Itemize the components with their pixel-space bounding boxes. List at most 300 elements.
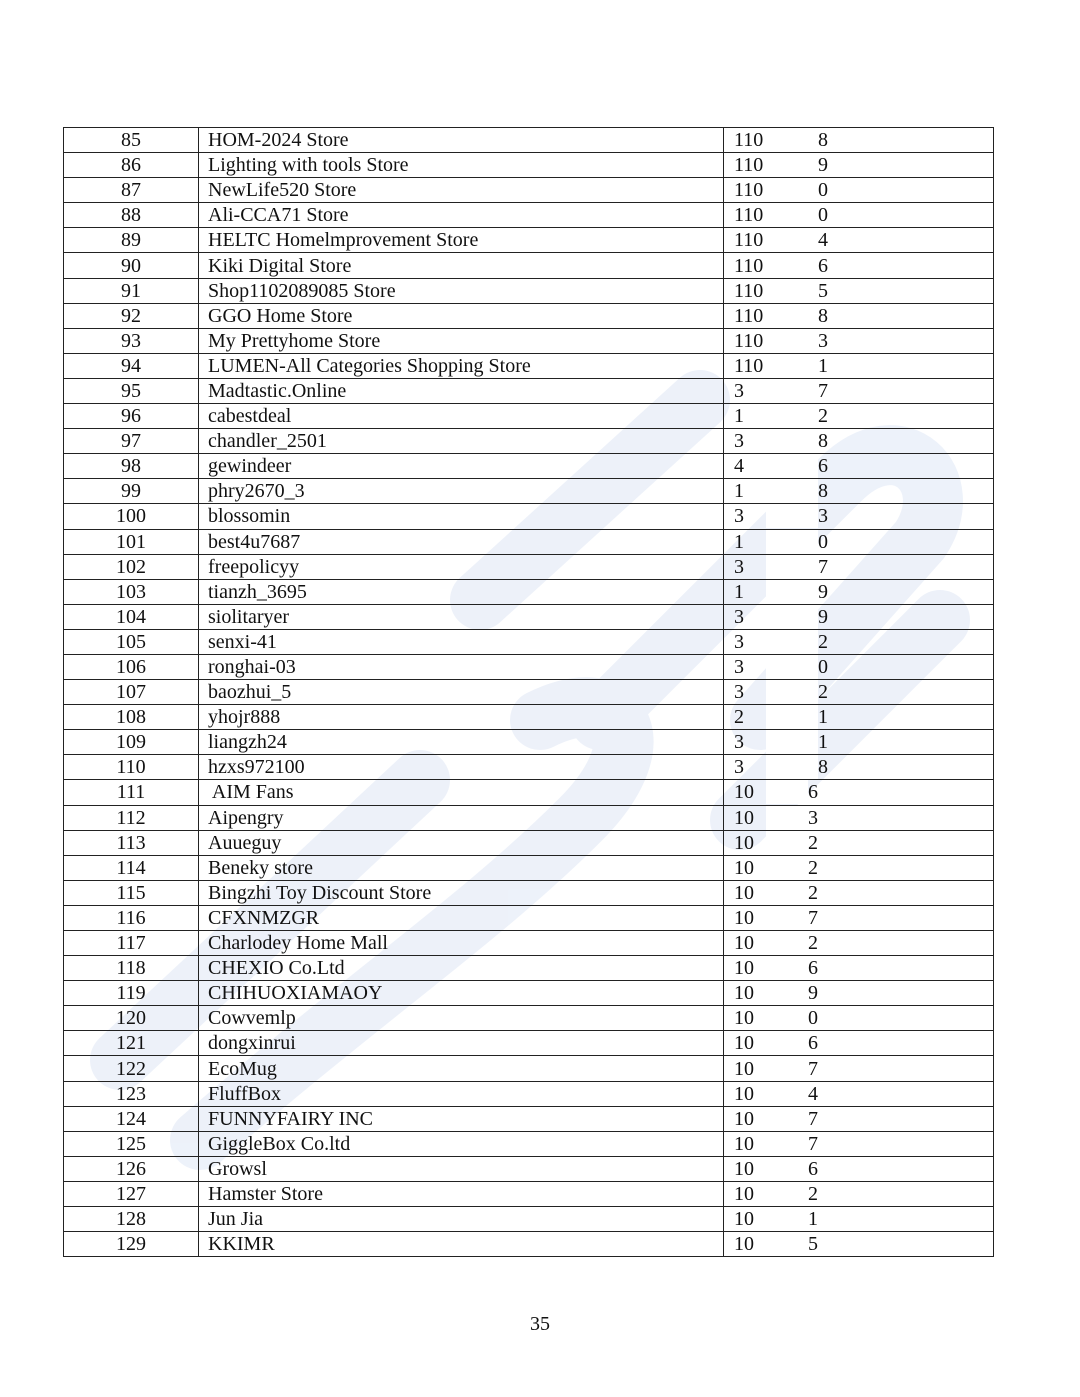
- table-row: [64, 128, 994, 153]
- store-id-prefix: 4: [734, 455, 744, 478]
- store-id-suffix: 8: [818, 480, 828, 503]
- row-number: 102: [64, 554, 199, 579]
- redaction-block: [766, 479, 818, 503]
- store-name: CHIHUOXIAMAOY: [199, 981, 724, 1006]
- store-name: cabestdeal: [199, 404, 724, 429]
- table-row: [64, 830, 994, 855]
- table-row: [64, 931, 994, 956]
- store-id-prefix: 3: [734, 605, 744, 628]
- store-id-prefix: 3: [734, 681, 744, 704]
- table-row: [64, 1031, 994, 1056]
- store-name: yhojr888: [199, 705, 724, 730]
- row-number: 85: [64, 128, 199, 153]
- redaction-block: [766, 530, 818, 554]
- row-number: 94: [64, 353, 199, 378]
- redaction-block: [766, 504, 818, 528]
- store-name: CFXNMZGR: [199, 905, 724, 930]
- store-id-prefix: 110: [734, 254, 764, 277]
- store-id-prefix: 3: [734, 630, 744, 653]
- store-id-redacted: [724, 1207, 994, 1232]
- store-id-prefix: 10: [734, 1082, 754, 1105]
- redaction-block: [766, 831, 808, 855]
- row-number: 121: [64, 1031, 199, 1056]
- row-number: 101: [64, 529, 199, 554]
- table-row: [64, 1056, 994, 1081]
- redaction-block: [766, 730, 818, 754]
- store-id-redacted: [724, 604, 994, 629]
- row-number: 106: [64, 654, 199, 679]
- row-number: 86: [64, 153, 199, 178]
- redaction-block: [766, 755, 818, 779]
- table-row: [64, 705, 994, 730]
- store-id-suffix: 9: [818, 605, 828, 628]
- store-id-suffix: 6: [808, 957, 818, 980]
- store-id-suffix: 0: [818, 179, 828, 202]
- table-row: [64, 680, 994, 705]
- table-row: [64, 780, 994, 805]
- store-id-redacted: [724, 353, 994, 378]
- redaction-block: [766, 580, 818, 604]
- redaction-block: [766, 203, 818, 227]
- store-id-prefix: 10: [734, 1233, 754, 1256]
- redaction-block: [766, 454, 818, 478]
- store-id-prefix: 10: [734, 1132, 754, 1155]
- row-number: 110: [64, 755, 199, 780]
- table-row: [64, 404, 994, 429]
- store-name: EcoMug: [199, 1056, 724, 1081]
- store-id-suffix: 1: [808, 1208, 818, 1231]
- table-row: [64, 303, 994, 328]
- redaction-block: [766, 655, 818, 679]
- row-number: 105: [64, 629, 199, 654]
- table-row: [64, 604, 994, 629]
- redaction-block: [766, 630, 818, 654]
- row-number: 93: [64, 328, 199, 353]
- store-name: Beneky store: [199, 855, 724, 880]
- row-number: 95: [64, 378, 199, 403]
- store-id-prefix: 10: [734, 881, 754, 904]
- store-id-redacted: [724, 1181, 994, 1206]
- store-name: Madtastic.Online: [199, 378, 724, 403]
- store-id-redacted: [724, 1156, 994, 1181]
- store-id-suffix: 2: [808, 932, 818, 955]
- store-id-suffix: 1: [818, 731, 828, 754]
- redaction-block: [766, 1232, 808, 1256]
- store-id-suffix: 7: [818, 379, 828, 402]
- store-name: tianzh_3695: [199, 579, 724, 604]
- redaction-block: [766, 931, 808, 955]
- row-number: 112: [64, 805, 199, 830]
- row-number: 113: [64, 830, 199, 855]
- store-name: phry2670_3: [199, 479, 724, 504]
- store-id-suffix: 9: [818, 154, 828, 177]
- table-row: [64, 755, 994, 780]
- table-row: [64, 1156, 994, 1181]
- store-id-suffix: 8: [818, 756, 828, 779]
- store-id-prefix: 10: [734, 1057, 754, 1080]
- row-number: 104: [64, 604, 199, 629]
- store-name: liangzh24: [199, 730, 724, 755]
- row-number: 123: [64, 1081, 199, 1106]
- store-name: Lighting with tools Store: [199, 153, 724, 178]
- redaction-block: [766, 881, 808, 905]
- store-id-suffix: 8: [818, 430, 828, 453]
- store-id-suffix: 7: [808, 1107, 818, 1130]
- store-id-redacted: [724, 328, 994, 353]
- store-name: KKIMR: [199, 1232, 724, 1257]
- table-row: [64, 203, 994, 228]
- store-id-suffix: 3: [818, 505, 828, 528]
- row-number: 116: [64, 905, 199, 930]
- redaction-block: [766, 680, 818, 704]
- store-name: NewLife520 Store: [199, 178, 724, 203]
- table-row: [64, 855, 994, 880]
- table-row: [64, 328, 994, 353]
- store-id-redacted: [724, 128, 994, 153]
- store-name: HELTC Homelmprovement Store: [199, 228, 724, 253]
- store-id-redacted: [724, 228, 994, 253]
- table-row: [64, 981, 994, 1006]
- store-name: Kiki Digital Store: [199, 253, 724, 278]
- store-id-redacted: [724, 303, 994, 328]
- store-id-suffix: 3: [818, 329, 828, 352]
- store-id-prefix: 3: [734, 731, 744, 754]
- store-id-suffix: 2: [808, 856, 818, 879]
- store-id-prefix: 3: [734, 756, 744, 779]
- row-number: 103: [64, 579, 199, 604]
- store-id-prefix: 10: [734, 982, 754, 1005]
- redaction-block: [766, 956, 808, 980]
- store-id-redacted: [724, 378, 994, 403]
- redaction-block: [766, 1107, 808, 1131]
- store-id-redacted: [724, 554, 994, 579]
- row-number: 100: [64, 504, 199, 529]
- store-id-prefix: 110: [734, 329, 764, 352]
- store-id-prefix: 10: [734, 1157, 754, 1180]
- store-name: CHEXIO Co.Ltd: [199, 956, 724, 981]
- store-id-redacted: [724, 880, 994, 905]
- table-row: [64, 479, 994, 504]
- seller-table: [63, 127, 994, 1257]
- row-number: 97: [64, 429, 199, 454]
- store-id-suffix: 6: [808, 781, 818, 804]
- table-row: [64, 178, 994, 203]
- store-id-prefix: 3: [734, 379, 744, 402]
- store-id-prefix: 10: [734, 831, 754, 854]
- store-id-prefix: 10: [734, 1107, 754, 1130]
- redaction-block: [766, 128, 818, 152]
- table-row: [64, 654, 994, 679]
- table-row: [64, 429, 994, 454]
- store-id-redacted: [724, 1131, 994, 1156]
- store-name: My Prettyhome Store: [199, 328, 724, 353]
- store-id-suffix: 4: [808, 1082, 818, 1105]
- redaction-block: [766, 178, 818, 202]
- table-row: [64, 1207, 994, 1232]
- store-name: Shop1102089085 Store: [199, 278, 724, 303]
- store-id-suffix: 7: [808, 906, 818, 929]
- store-id-prefix: 10: [734, 806, 754, 829]
- row-number: 118: [64, 956, 199, 981]
- row-number: 108: [64, 705, 199, 730]
- store-id-redacted: [724, 504, 994, 529]
- table-row: [64, 880, 994, 905]
- row-number: 88: [64, 203, 199, 228]
- store-name: LUMEN-All Categories Shopping Store: [199, 353, 724, 378]
- row-number: 120: [64, 1006, 199, 1031]
- store-id-prefix: 10: [734, 1032, 754, 1055]
- store-id-prefix: 10: [734, 781, 754, 804]
- redaction-block: [766, 1057, 808, 1081]
- store-id-prefix: 110: [734, 279, 764, 302]
- row-number: 114: [64, 855, 199, 880]
- store-name: Auueguy: [199, 830, 724, 855]
- store-name: ronghai-03: [199, 654, 724, 679]
- store-id-redacted: [724, 1006, 994, 1031]
- table-row: [64, 504, 994, 529]
- store-id-redacted: [724, 981, 994, 1006]
- redaction-block: [766, 1207, 808, 1231]
- store-id-suffix: 7: [808, 1057, 818, 1080]
- store-id-redacted: [724, 579, 994, 604]
- table-row: [64, 956, 994, 981]
- store-name: GiggleBox Co.ltd: [199, 1131, 724, 1156]
- store-id-prefix: 2: [734, 706, 744, 729]
- store-id-redacted: [724, 830, 994, 855]
- store-id-suffix: 5: [808, 1233, 818, 1256]
- table-row: [64, 1232, 994, 1257]
- store-id-suffix: 2: [808, 1182, 818, 1205]
- store-id-redacted: [724, 931, 994, 956]
- store-id-redacted: [724, 805, 994, 830]
- redaction-block: [766, 856, 808, 880]
- table-row: [64, 378, 994, 403]
- store-id-prefix: 110: [734, 154, 764, 177]
- store-name: GGO Home Store: [199, 303, 724, 328]
- table-row: [64, 805, 994, 830]
- store-name: dongxinrui: [199, 1031, 724, 1056]
- redaction-block: [766, 1031, 808, 1055]
- table-row: [64, 1131, 994, 1156]
- table-row: [64, 1006, 994, 1031]
- store-id-prefix: 110: [734, 204, 764, 227]
- table-row: [64, 353, 994, 378]
- table-row: [64, 1106, 994, 1131]
- redaction-block: [766, 906, 808, 930]
- row-number: 128: [64, 1207, 199, 1232]
- store-name: Cowvemlp: [199, 1006, 724, 1031]
- store-id-prefix: 1: [734, 530, 744, 553]
- store-id-prefix: 110: [734, 304, 764, 327]
- store-id-prefix: 110: [734, 354, 764, 377]
- store-id-suffix: 1: [818, 354, 828, 377]
- row-number: 107: [64, 680, 199, 705]
- redaction-block: [766, 705, 818, 729]
- store-id-redacted: [724, 1106, 994, 1131]
- store-id-prefix: 10: [734, 906, 754, 929]
- store-name: senxi-41: [199, 629, 724, 654]
- store-name: siolitaryer: [199, 604, 724, 629]
- store-id-suffix: 4: [818, 229, 828, 252]
- store-id-suffix: 8: [818, 304, 828, 327]
- store-id-redacted: [724, 479, 994, 504]
- store-id-prefix: 110: [734, 229, 764, 252]
- store-id-redacted: [724, 529, 994, 554]
- table-row: [64, 579, 994, 604]
- store-id-prefix: 110: [734, 179, 764, 202]
- table-row: [64, 730, 994, 755]
- store-id-prefix: 110: [734, 129, 764, 152]
- store-id-suffix: 5: [818, 279, 828, 302]
- redaction-block: [766, 279, 818, 303]
- store-name: HOM-2024 Store: [199, 128, 724, 153]
- redaction-block: [766, 429, 818, 453]
- store-id-suffix: 2: [818, 681, 828, 704]
- row-number: 98: [64, 454, 199, 479]
- store-id-prefix: 10: [734, 1007, 754, 1030]
- store-id-prefix: 1: [734, 580, 744, 603]
- store-id-prefix: 3: [734, 555, 744, 578]
- row-number: 89: [64, 228, 199, 253]
- row-number: 126: [64, 1156, 199, 1181]
- table-row: [64, 529, 994, 554]
- store-id-redacted: [724, 629, 994, 654]
- row-number: 109: [64, 730, 199, 755]
- row-number: 90: [64, 253, 199, 278]
- store-name: AIM Fans: [199, 780, 724, 805]
- store-id-suffix: 6: [808, 1157, 818, 1180]
- redaction-block: [766, 254, 818, 278]
- row-number: 117: [64, 931, 199, 956]
- store-name: freepolicyy: [199, 554, 724, 579]
- redaction-block: [766, 1182, 808, 1206]
- store-id-suffix: 6: [818, 455, 828, 478]
- row-number: 129: [64, 1232, 199, 1257]
- store-id-redacted: [724, 654, 994, 679]
- store-id-prefix: 1: [734, 405, 744, 428]
- store-id-suffix: 6: [818, 254, 828, 277]
- store-name: baozhui_5: [199, 680, 724, 705]
- store-id-prefix: 3: [734, 656, 744, 679]
- store-id-redacted: [724, 680, 994, 705]
- store-name: gewindeer: [199, 454, 724, 479]
- store-name: Hamster Store: [199, 1181, 724, 1206]
- store-id-redacted: [724, 956, 994, 981]
- redaction-block: [766, 404, 818, 428]
- row-number: 111: [64, 780, 199, 805]
- store-id-redacted: [724, 705, 994, 730]
- table-row: [64, 905, 994, 930]
- row-number: 92: [64, 303, 199, 328]
- store-id-redacted: [724, 1056, 994, 1081]
- row-number: 87: [64, 178, 199, 203]
- store-id-redacted: [724, 1232, 994, 1257]
- store-id-suffix: 8: [818, 129, 828, 152]
- row-number: 127: [64, 1181, 199, 1206]
- store-id-prefix: 10: [734, 932, 754, 955]
- store-id-suffix: 0: [808, 1007, 818, 1030]
- table-row: [64, 554, 994, 579]
- store-name: Charlodey Home Mall: [199, 931, 724, 956]
- row-number: 122: [64, 1056, 199, 1081]
- store-id-prefix: 3: [734, 430, 744, 453]
- store-id-redacted: [724, 1081, 994, 1106]
- store-name: Jun Jia: [199, 1207, 724, 1232]
- redaction-block: [766, 555, 818, 579]
- redaction-block: [766, 780, 808, 804]
- store-id-redacted: [724, 178, 994, 203]
- table-row: [64, 454, 994, 479]
- store-id-redacted: [724, 780, 994, 805]
- redaction-block: [766, 1132, 808, 1156]
- store-id-redacted: [724, 404, 994, 429]
- store-id-redacted: [724, 203, 994, 228]
- store-id-suffix: 9: [808, 982, 818, 1005]
- table-row: [64, 278, 994, 303]
- store-name: Growsl: [199, 1156, 724, 1181]
- store-id-redacted: [724, 1031, 994, 1056]
- redaction-block: [766, 379, 818, 403]
- redaction-block: [766, 605, 818, 629]
- redaction-block: [766, 1157, 808, 1181]
- store-name: best4u7687: [199, 529, 724, 554]
- store-id-prefix: 10: [734, 1182, 754, 1205]
- table-row: [64, 228, 994, 253]
- table-row: [64, 253, 994, 278]
- store-name: Aipengry: [199, 805, 724, 830]
- table-row: [64, 153, 994, 178]
- store-id-suffix: 3: [808, 806, 818, 829]
- store-id-redacted: [724, 855, 994, 880]
- redaction-block: [766, 304, 818, 328]
- store-id-suffix: 2: [818, 405, 828, 428]
- store-id-suffix: 2: [808, 881, 818, 904]
- store-id-suffix: 0: [818, 204, 828, 227]
- store-id-suffix: 0: [818, 530, 828, 553]
- store-name: FluffBox: [199, 1081, 724, 1106]
- redaction-block: [766, 228, 818, 252]
- page-number: 35: [530, 1313, 550, 1335]
- store-id-redacted: [724, 253, 994, 278]
- row-number: 99: [64, 479, 199, 504]
- store-id-prefix: 1: [734, 480, 744, 503]
- row-number: 119: [64, 981, 199, 1006]
- store-id-redacted: [724, 730, 994, 755]
- store-id-redacted: [724, 905, 994, 930]
- redaction-block: [766, 153, 818, 177]
- store-id-redacted: [724, 429, 994, 454]
- redaction-block: [766, 1082, 808, 1106]
- row-number: 96: [64, 404, 199, 429]
- store-id-redacted: [724, 278, 994, 303]
- redaction-block: [766, 329, 818, 353]
- store-id-suffix: 7: [808, 1132, 818, 1155]
- redaction-block: [766, 806, 808, 830]
- table-row: [64, 1181, 994, 1206]
- store-name: Ali-CCA71 Store: [199, 203, 724, 228]
- table-row: [64, 1081, 994, 1106]
- store-id-suffix: 7: [818, 555, 828, 578]
- row-number: 115: [64, 880, 199, 905]
- store-name: hzxs972100: [199, 755, 724, 780]
- store-id-prefix: 10: [734, 957, 754, 980]
- store-name: blossomin: [199, 504, 724, 529]
- row-number: 124: [64, 1106, 199, 1131]
- seller-table-body: [64, 128, 994, 1257]
- row-number: 125: [64, 1131, 199, 1156]
- store-id-suffix: 6: [808, 1032, 818, 1055]
- redaction-block: [766, 354, 818, 378]
